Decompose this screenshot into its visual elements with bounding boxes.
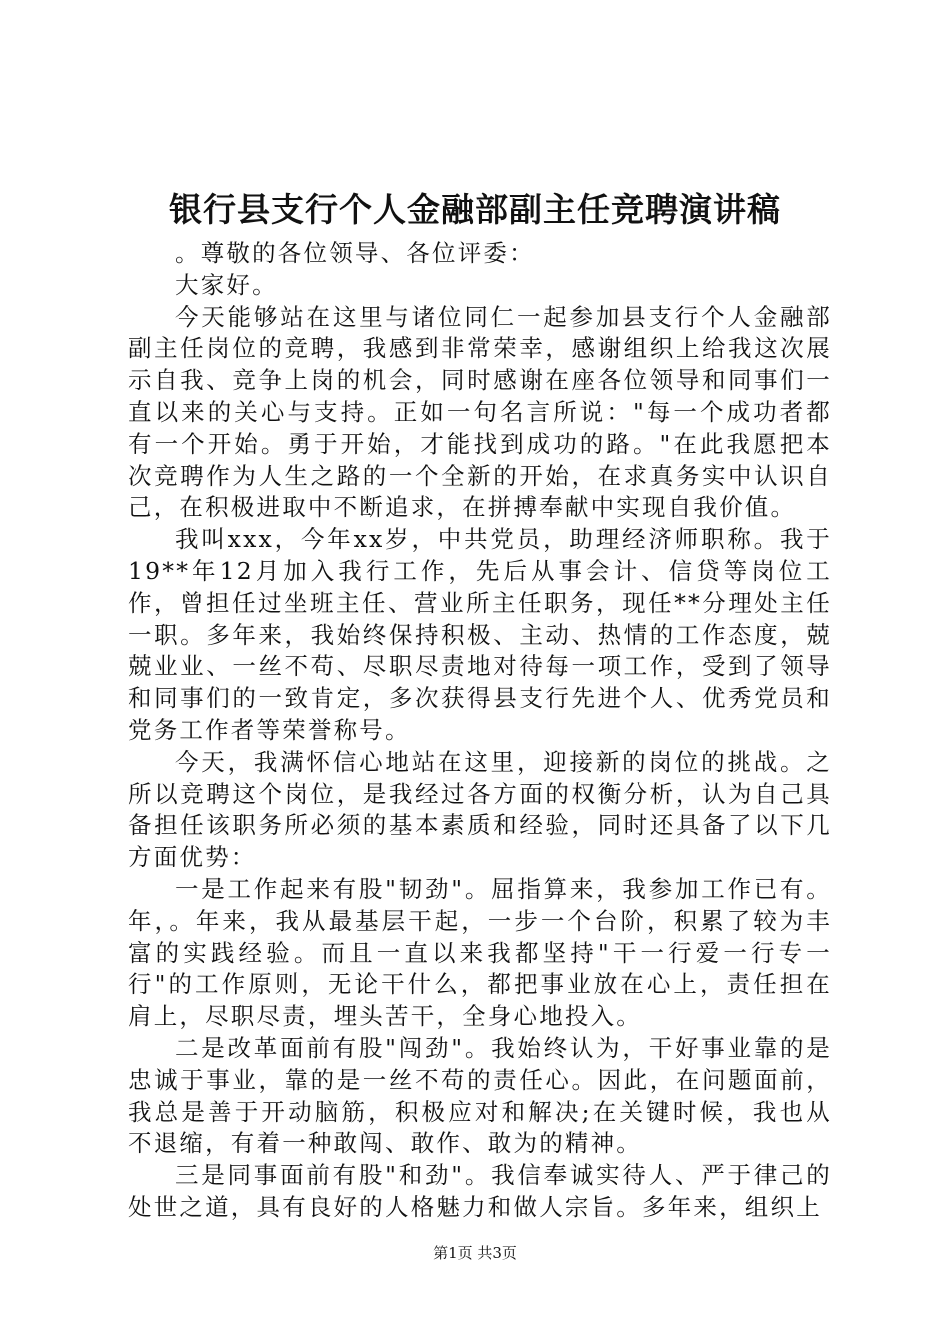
document-title: 银行县支行个人金融部副主任竞聘演讲稿: [169, 190, 781, 229]
paragraph: 一是工作起来有股"韧劲"。屈指算来，我参加工作已有。年，。年来，我从最基层干起，一步一个台阶，积累了较为丰富的实践经验。而且一直以来我都坚持"干一行爱一行专一行"的工作原则，无论干什么，都把事业放在心上，责任担在肩上，尽职尽责，埋头苦干，全身心地投入。: [128, 874, 832, 1031]
page-footer: 第1页 共3页: [433, 1244, 517, 1262]
greeting: 大家好。: [175, 270, 278, 299]
paragraph: 三是同事面前有股"和劲"。我信奉诚实待人、严于律己的处世之道，具有良好的人格魅力和做人宗旨。多年来，组织上: [128, 1161, 832, 1221]
document-body: [128, 238, 832, 1224]
salutation: 。尊敬的各位领导、各位评委：: [175, 239, 535, 267]
paragraph: 今天能够站在这里与诸位同仁一起参加县支行个人金融部副主任岗位的竞聘，我感到非常荣幸，感谢组织上给我这次展示自我、竞争上岗的机会，同时感谢在座各位领导和同事们一直以来的关心与支持。正如一句名言所说："每一个成功者都有一个开始。勇于开始，才能找到成功的路。"在此我愿把本次竞聘作为人生之路的一个全新的开始，在求真务实中认识自己，在积极进取中不断追求，在拼搏奉献中实现自我价值。: [128, 302, 832, 522]
paragraph: 今天，我满怀信心地站在这里，迎接新的岗位的挑战。之所以竞聘这个岗位，是我经过各方面的权衡分析，认为自己具备担任该职务所必须的基本素质和经验，同时还具备了以下几方面优势：: [128, 747, 832, 872]
paragraph: 二是改革面前有股"闯劲"。我始终认为，干好事业靠的是忠诚于事业，靠的是一丝不苟的责任心。因此，在问题面前，我总是善于开动脑筋，积极应对和解决;在关键时候，我也从不退缩，有着一种敢闯、敢作、敢为的精神。: [128, 1033, 832, 1158]
paragraph: 我叫xxx，今年xx岁，中共党员，助理经济师职称。我于19**年12月加入我行工作，先后从事会计、信贷等岗位工作，曾担任过坐班主任、营业所主任职务，现任**分理处主任一职。多年来，我始终保持积极、主动、热情的工作态度，兢兢业业、一丝不苟、尽职尽责地对待每一项工作，受到了领导和同事们的一致肯定，多次获得县支行先进个人、优秀党员和党务工作者等荣誉称号。: [128, 525, 832, 744]
